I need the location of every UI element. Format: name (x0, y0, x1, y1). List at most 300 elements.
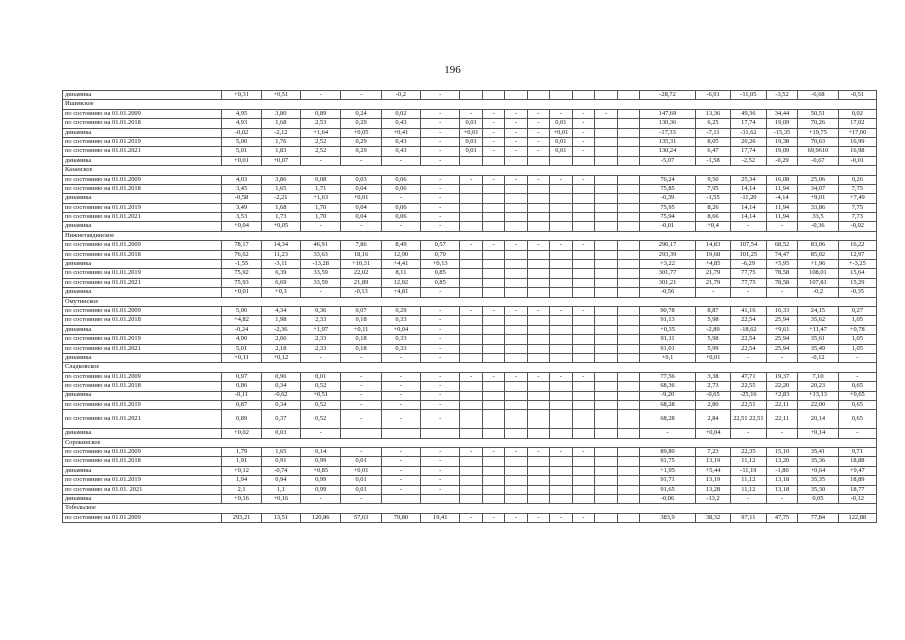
table-cell (482, 400, 504, 409)
table-cell: -28,72 (639, 91, 695, 100)
row-label: по состоянию на 01.01.2021 (63, 344, 222, 353)
table-cell (460, 495, 482, 504)
table-cell (460, 429, 482, 438)
table-cell: - (550, 241, 572, 250)
table-cell (572, 485, 594, 494)
row-label: по состоянию на 01.01.2018 (63, 457, 222, 466)
table-row (63, 344, 877, 353)
table-cell (527, 476, 549, 485)
table-cell (482, 184, 504, 193)
table-cell (617, 448, 639, 457)
table-cell: +0,51 (261, 91, 300, 100)
table-cell (505, 316, 527, 325)
table-cell: - (421, 175, 460, 184)
table-row (63, 429, 877, 438)
table-cell: - (381, 156, 420, 165)
table-cell (595, 485, 617, 494)
table-cell: 1,79 (222, 448, 261, 457)
table-cell: 90,78 (639, 306, 695, 315)
table-cell: - (766, 222, 797, 231)
table-cell: -0,62 (261, 391, 300, 400)
table-cell: 75,85 (639, 184, 695, 193)
table-cell (595, 260, 617, 269)
table-cell: -7,11 (696, 128, 731, 137)
table-cell: 0,43 (381, 119, 420, 128)
table-cell: 1,05 (838, 344, 876, 353)
table-cell (482, 316, 504, 325)
table-cell (460, 213, 482, 222)
table-cell: - (460, 109, 482, 118)
table-cell: +0,4 (696, 222, 731, 231)
table-row (63, 109, 877, 118)
table-row (63, 175, 877, 184)
table-cell: +0,05 (261, 222, 300, 231)
table-cell (550, 476, 572, 485)
table-cell: - (381, 457, 420, 466)
table-cell: - (730, 495, 766, 504)
table-cell (505, 278, 527, 287)
table-cell (595, 128, 617, 137)
table-cell: - (505, 175, 527, 184)
row-label: по состоянию на 01.01.2021 (63, 213, 222, 222)
table-cell (505, 466, 527, 475)
table-cell: - (505, 147, 527, 156)
table-cell: 77,75 (730, 278, 766, 287)
table-cell: -11,19 (730, 466, 766, 475)
table-cell: -0,02 (838, 222, 876, 231)
table-cell: 35,61 (798, 335, 838, 344)
table-cell: 68,36 (639, 382, 695, 391)
table-cell (617, 372, 639, 381)
table-cell (550, 391, 572, 400)
table-cell: 0,06 (381, 184, 420, 193)
table-cell (527, 316, 549, 325)
table-cell: 383,9 (639, 513, 695, 522)
table-cell (505, 400, 527, 409)
table-cell (617, 288, 639, 297)
table-cell (460, 250, 482, 259)
table-cell: 3,86 (261, 175, 300, 184)
table-cell: 22,00 (798, 400, 838, 409)
table-cell: 9,71 (838, 448, 876, 457)
table-cell (595, 241, 617, 250)
table-cell: +0,78 (838, 325, 876, 334)
table-cell: - (527, 241, 549, 250)
table-cell (527, 269, 549, 278)
row-label: по состоянию на 01.01.2009 (63, 513, 222, 522)
row-label: по состоянию на 01.01.2019 (63, 400, 222, 409)
table-cell: -0,36 (798, 222, 838, 231)
table-cell: 120,86 (300, 513, 340, 522)
table-cell: - (838, 372, 876, 381)
table-cell: - (421, 476, 460, 485)
table-cell: 0,03 (341, 175, 381, 184)
table-cell (482, 194, 504, 203)
table-cell: 25,94 (766, 344, 797, 353)
table-cell: +0,11 (222, 353, 261, 362)
table-cell (595, 203, 617, 212)
table-cell: 301,21 (639, 278, 695, 287)
row-label: динамика (63, 260, 222, 269)
table-cell: - (381, 194, 420, 203)
row-label: по состоянию на 01.01. 2021 (63, 485, 222, 494)
table-cell: -6,29 (730, 260, 766, 269)
table-cell (572, 382, 594, 391)
table-cell: 0,65 (838, 382, 876, 391)
table-cell: -25,16 (730, 391, 766, 400)
table-cell: 75,95 (639, 203, 695, 212)
table-cell (482, 429, 504, 438)
table-cell (550, 495, 572, 504)
table-cell: 33,5 (798, 213, 838, 222)
table-cell: - (460, 372, 482, 381)
table-row (63, 466, 877, 475)
table-cell: - (572, 109, 594, 118)
table-cell: - (460, 241, 482, 250)
table-cell (595, 175, 617, 184)
table-cell: 0,96 (261, 372, 300, 381)
row-label: по состоянию на 01.01.2009 (63, 109, 222, 118)
table-cell (550, 91, 572, 100)
table-cell (460, 269, 482, 278)
table-cell: - (421, 91, 460, 100)
table-cell: 47,75 (766, 513, 797, 522)
table-cell: +13,13 (798, 391, 838, 400)
table-cell: 0,33 (381, 316, 420, 325)
table-cell: 1,73 (261, 213, 300, 222)
table-cell: - (527, 109, 549, 118)
table-cell: 0,52 (300, 400, 340, 409)
table-cell: - (421, 485, 460, 494)
table-cell: 1,76 (261, 137, 300, 146)
table-cell: -2,12 (261, 128, 300, 137)
table-cell: 13,51 (261, 513, 300, 522)
table-cell: 0,33 (381, 344, 420, 353)
table-cell (572, 316, 594, 325)
table-row (63, 128, 877, 137)
table-cell: 1,91 (222, 457, 261, 466)
table-cell: -13,2 (696, 495, 731, 504)
table-cell: 0,04 (341, 203, 381, 212)
table-cell: 0,18 (341, 335, 381, 344)
table-row (63, 495, 877, 504)
table-cell: - (482, 448, 504, 457)
table-cell (617, 119, 639, 128)
table-cell: - (421, 325, 460, 334)
table-cell: 293,21 (222, 513, 261, 522)
table-cell: - (341, 400, 381, 409)
table-cell: 35,62 (798, 316, 838, 325)
table-cell (527, 382, 549, 391)
table-cell: - (421, 213, 460, 222)
table-cell (550, 203, 572, 212)
table-cell: - (381, 485, 420, 494)
table-cell: -2,21 (261, 194, 300, 203)
table-cell (550, 184, 572, 193)
table-cell: +17,00 (838, 128, 876, 137)
table-cell (505, 288, 527, 297)
table-row (63, 410, 877, 429)
table-cell: 4,34 (261, 306, 300, 315)
table-cell: 5,99 (696, 344, 731, 353)
table-cell (482, 382, 504, 391)
table-cell: +1,63 (300, 194, 340, 203)
table-cell: 35,49 (798, 344, 838, 353)
table-cell: 91,11 (639, 335, 695, 344)
table-row (63, 335, 877, 344)
table-cell: -1,58 (696, 156, 731, 165)
table-cell: 0,70 (421, 250, 460, 259)
table-cell: 3,38 (696, 372, 731, 381)
table-cell (572, 288, 594, 297)
table-cell: - (341, 410, 381, 429)
table-cell: 20,14 (798, 410, 838, 429)
row-label: динамика (63, 156, 222, 165)
table-cell: 13,18 (766, 476, 797, 485)
table-cell (617, 203, 639, 212)
table-cell: -1,80 (766, 466, 797, 475)
table-cell: 0,29 (341, 137, 381, 146)
table-cell: - (838, 353, 876, 362)
table-cell (617, 260, 639, 269)
table-cell: - (381, 222, 420, 231)
table-row (63, 306, 877, 315)
table-row (63, 325, 877, 334)
table-cell: - (341, 91, 381, 100)
table-cell: +0,01 (222, 288, 261, 297)
table-cell: -5,07 (639, 156, 695, 165)
table-cell: +5,95 (766, 260, 797, 269)
table-cell (572, 391, 594, 400)
table-cell (572, 466, 594, 475)
table-cell: - (300, 353, 340, 362)
table-cell (550, 250, 572, 259)
table-cell (527, 457, 549, 466)
table-cell (505, 382, 527, 391)
table-cell: 3,80 (261, 109, 300, 118)
table-cell: 0,85 (421, 278, 460, 287)
row-label: динамика (63, 194, 222, 203)
table-cell: 0,03 (261, 429, 300, 438)
table-cell (505, 325, 527, 334)
table-cell: 0,01 (550, 119, 572, 128)
table-cell: 8,66 (696, 213, 731, 222)
table-cell: 41,16 (730, 306, 766, 315)
table-cell (572, 91, 594, 100)
table-cell: 75,92 (222, 269, 261, 278)
table-cell: +19,75 (798, 128, 838, 137)
table-row (63, 513, 877, 522)
table-cell: 0,08 (300, 175, 340, 184)
table-cell: 0,43 (381, 137, 420, 146)
table-cell: -0,67 (798, 156, 838, 165)
table-cell: 0,89 (222, 410, 261, 429)
table-cell: - (381, 410, 420, 429)
table-cell (527, 485, 549, 494)
table-cell (505, 260, 527, 269)
table-cell (550, 344, 572, 353)
table-cell (460, 353, 482, 362)
table-cell: 5,06 (222, 306, 261, 315)
table-cell (505, 222, 527, 231)
row-label: динамика (63, 222, 222, 231)
table-cell: - (505, 128, 527, 137)
table-cell (617, 137, 639, 146)
table-cell: 68,28 (639, 400, 695, 409)
table-cell: 101,25 (730, 250, 766, 259)
row-label: динамика (63, 91, 222, 100)
table-cell: 0,29 (381, 306, 420, 315)
table-cell (482, 410, 504, 429)
table-cell (505, 344, 527, 353)
row-label: динамика (63, 353, 222, 362)
table-cell (595, 194, 617, 203)
table-row (63, 448, 877, 457)
table-cell: - (421, 466, 460, 475)
table-cell: 0,18 (341, 344, 381, 353)
table-cell: - (730, 429, 766, 438)
table-cell: -2,36 (261, 325, 300, 334)
table-cell: 13,28 (696, 485, 731, 494)
table-cell: -11,20 (730, 194, 766, 203)
table-cell: 0,04 (341, 184, 381, 193)
table-cell: 5,01 (222, 147, 261, 156)
table-cell: -2,52 (730, 156, 766, 165)
table-cell (421, 429, 460, 438)
table-cell: - (421, 391, 460, 400)
table-cell (617, 278, 639, 287)
table-cell: 16,08 (766, 175, 797, 184)
table-cell (595, 137, 617, 146)
table-cell: +4,85 (696, 260, 731, 269)
table-cell: 0,18 (341, 316, 381, 325)
table-cell: 301,77 (639, 269, 695, 278)
table-cell (595, 476, 617, 485)
table-cell: 0,06 (381, 213, 420, 222)
table-cell: 2,73 (696, 382, 731, 391)
table-cell (505, 250, 527, 259)
table-cell (505, 410, 527, 429)
row-label: по состоянию на 01.01.2009 (63, 241, 222, 250)
row-label: по состоянию на 01.01.2018 (63, 119, 222, 128)
table-cell: - (527, 147, 549, 156)
table-cell: +0,64 (798, 466, 838, 475)
table-cell: - (421, 306, 460, 315)
table-cell (527, 353, 549, 362)
table-cell: 11,12 (730, 476, 766, 485)
table-cell (572, 400, 594, 409)
table-cell: 1,70 (300, 213, 340, 222)
table-cell (595, 156, 617, 165)
table-cell: 33,59 (300, 278, 340, 287)
page-number: 196 (444, 64, 461, 76)
table-cell (595, 410, 617, 429)
table-cell: - (421, 137, 460, 146)
table-cell: - (550, 175, 572, 184)
table-cell: 0,27 (838, 306, 876, 315)
table-cell: 0,06 (381, 175, 420, 184)
table-cell: 57,63 (341, 513, 381, 522)
table-cell: 11,94 (766, 213, 797, 222)
table-cell: - (572, 372, 594, 381)
table-row (63, 476, 877, 485)
table-cell (482, 203, 504, 212)
table-cell: 0,52 (300, 382, 340, 391)
table-cell: 0,34 (261, 400, 300, 409)
table-cell (617, 325, 639, 334)
table-cell: 13,20 (766, 457, 797, 466)
table-cell: -0,12 (838, 495, 876, 504)
table-cell: - (527, 306, 549, 315)
table-cell: 5,98 (696, 335, 731, 344)
table-cell: -3,52 (766, 91, 797, 100)
table-cell (617, 213, 639, 222)
table-cell: 2,18 (261, 344, 300, 353)
table-cell: - (572, 306, 594, 315)
table-cell: - (505, 306, 527, 315)
table-cell: 68,28 (639, 410, 695, 429)
table-cell: 7,95 (696, 184, 731, 193)
table-cell: +1,96 (798, 260, 838, 269)
table-cell (527, 495, 549, 504)
table-cell: 1,94 (222, 476, 261, 485)
table-cell: -1,55 (222, 260, 261, 269)
table-cell (550, 457, 572, 466)
table-cell (595, 429, 617, 438)
table-cell: 35,41 (798, 448, 838, 457)
table-cell: - (730, 288, 766, 297)
table-cell (595, 382, 617, 391)
table-cell: 0,04 (341, 213, 381, 222)
table-cell: 1,65 (261, 448, 300, 457)
table-cell: 14,83 (696, 241, 731, 250)
table-cell: - (460, 175, 482, 184)
table-cell: 24,15 (798, 306, 838, 315)
table-cell (572, 194, 594, 203)
table-cell: 5,01 (222, 344, 261, 353)
table-cell: +0,1 (639, 353, 695, 362)
table-cell (460, 400, 482, 409)
table-row (63, 269, 877, 278)
table-cell: - (421, 316, 460, 325)
table-cell: 0,33 (381, 335, 420, 344)
table-cell: 20,23 (798, 382, 838, 391)
table-cell: 75,93 (222, 278, 261, 287)
table-cell: +0,01 (222, 156, 261, 165)
table-cell: -0,01 (639, 222, 695, 231)
table-cell: - (527, 513, 549, 522)
table-cell (617, 184, 639, 193)
table-cell: -0,2 (381, 91, 420, 100)
table-cell (460, 260, 482, 269)
table-cell: 2,84 (696, 410, 731, 429)
table-cell: +0,16 (222, 495, 261, 504)
table-cell: 0,26 (838, 175, 876, 184)
table-cell: 290,17 (639, 241, 695, 250)
table-cell: - (421, 128, 460, 137)
table-cell: - (505, 372, 527, 381)
table-cell (527, 156, 549, 165)
table-cell: 22,54 (730, 316, 766, 325)
table-cell: 47,71 (730, 372, 766, 381)
table-cell: 8,11 (381, 269, 420, 278)
table-cell: 22,51 (730, 400, 766, 409)
table-cell: 69,9610 (798, 147, 838, 156)
table-cell (550, 269, 572, 278)
table-cell: 13,18 (766, 485, 797, 494)
table-cell: - (300, 288, 340, 297)
table-cell: - (550, 448, 572, 457)
